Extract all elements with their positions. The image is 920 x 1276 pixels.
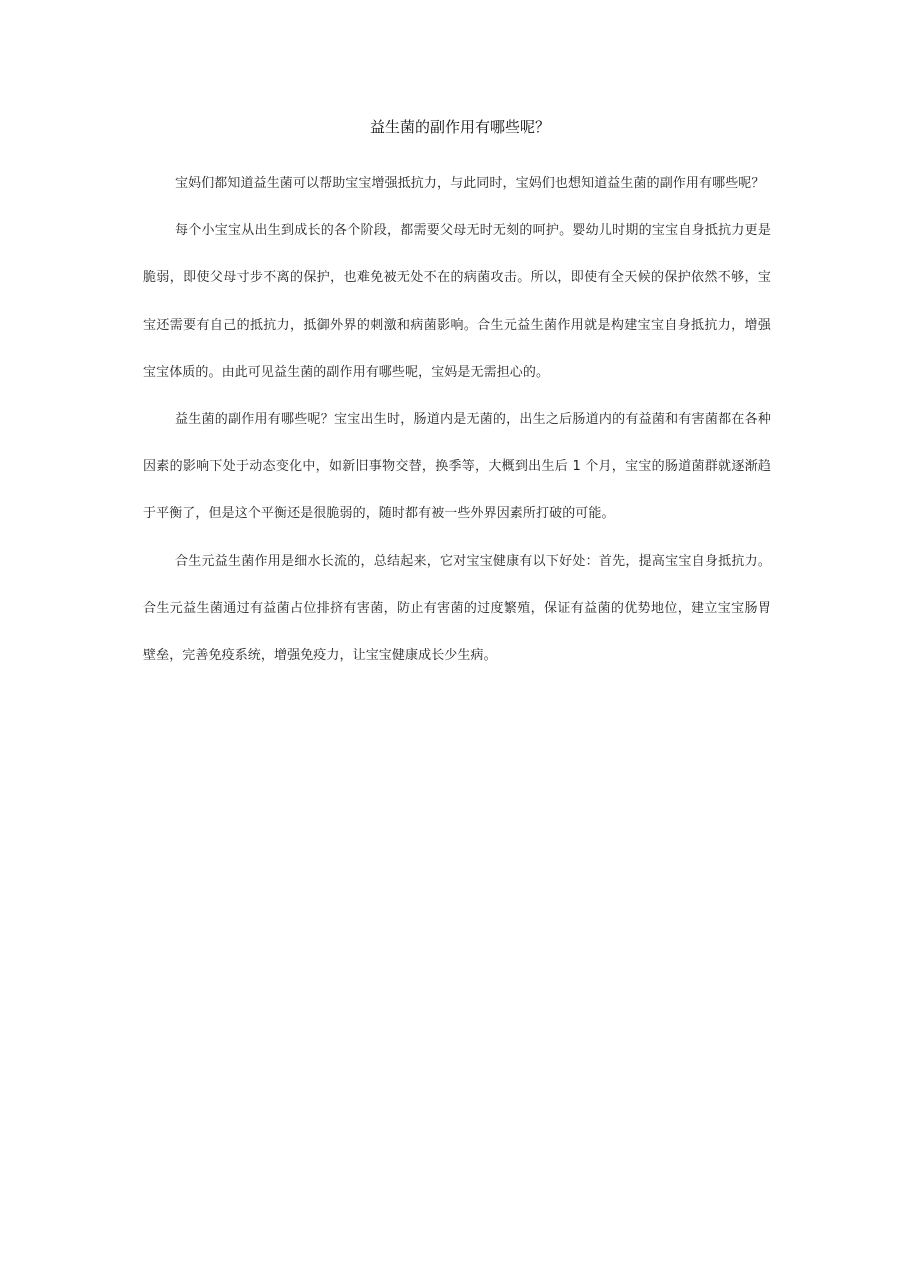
document-body (143, 160, 771, 679)
paragraph-3: 益生菌的副作用有哪些呢？宝宝出生时，肠道内是无菌的，出生之后肠道内的有益菌和有害菌都在各种因素的影响下处于动态变化中，如新旧事物交替，换季等，大概到出生后 1 个月，宝宝的肠道菌群就逐渐趋于平衡了，但是这个平衡还是很脆弱的，随时都有被一些外界因素所打破的可能。 (143, 412, 771, 522)
paragraph-1: 宝妈们都知道益生菌可以帮助宝宝增强抵抗力，与此同时，宝妈们也想知道益生菌的副作用有哪些呢？ (175, 176, 765, 191)
paragraph-2: 每个小宝宝从出生到成长的各个阶段，都需要父母无时无刻的呵护。婴幼儿时期的宝宝自身抵抗力更是脆弱，即使父母寸步不离的保护，也难免被无处不在的病菌攻击。所以，即使有全天候的保护依然不够，宝宝还需要有自己的抵抗力，抵御外界的刺激和病菌影响。合生元益生菌作用就是构建宝宝自身抵抗力，增强宝宝体质的。由此可见益生菌的副作用有哪些呢，宝妈是无需担心的。 (143, 223, 771, 380)
document-title: 益生菌的副作用有哪些呢？ (369, 118, 550, 136)
paragraph-4: 合生元益生菌作用是细水长流的，总结起来，它对宝宝健康有以下好处：首先，提高宝宝自身抵抗力。合生元益生菌通过有益菌占位排挤有害菌，防止有害菌的过度繁殖，保证有益菌的优势地位，建立宝宝肠胃壁垒，完善免疫系统，增强免疫力，让宝宝健康成长少生病。 (143, 553, 771, 664)
